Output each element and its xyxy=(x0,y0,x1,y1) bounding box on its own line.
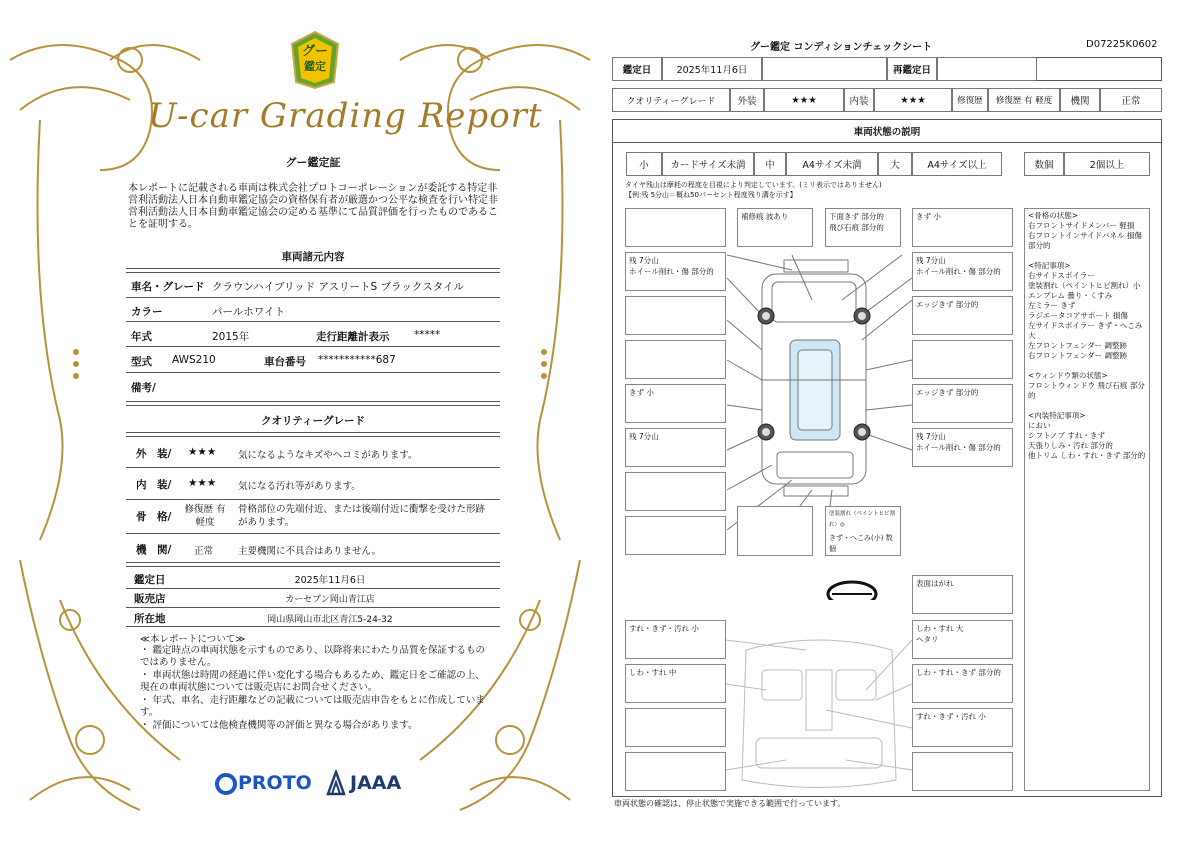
empty-cell xyxy=(762,57,887,81)
count-value: 2個以上 xyxy=(1064,152,1150,176)
note-box xyxy=(625,296,726,335)
size-mid: 中 xyxy=(754,152,786,176)
note-right-rear-door: エッジきず 部分的 xyxy=(912,384,1013,423)
empty-cell xyxy=(937,57,1037,81)
about-item: ・ 年式、車名、走行距離などの記載については販売店申告をもとに作成しています。 xyxy=(140,695,485,718)
divider xyxy=(126,297,500,298)
divider xyxy=(126,401,500,406)
about-heading: ≪本レポートについて≫ xyxy=(140,634,246,645)
note-front-left: 補修痕 波あり xyxy=(737,208,813,247)
year-value: 2015年 xyxy=(212,331,250,343)
footer-note: 車両状態の確認は、停止状態で実施できる範囲で行っています。 xyxy=(614,799,846,808)
appraisal-date-label: 鑑定日 xyxy=(134,574,166,586)
note-box xyxy=(912,752,1013,791)
note-interior-right-1: しわ・すれ 大 ヘタリ xyxy=(912,620,1013,659)
note-left-front-tire: 残 7分山 ホイール削れ・傷 部分的 xyxy=(625,252,726,291)
cert-text: 本レポートに記載される車両は株式会社プロトコーポレーションが委託する特定非営利活動法人日本自動車鑑定協会の資格保有者が厳選かつ公平な検査を行い特定非営利活動法人日本自動車鑑定協会の定める基準にて品質評価を行ったものであることを証明する。 xyxy=(128,183,498,230)
note-box xyxy=(625,516,726,555)
about-item: ・ 車両状態は時間の経過に伴い変化する場合もあるため、鑑定日をご確認の上、現在の車両状態については販売店にお問合せください。 xyxy=(140,670,485,693)
divider xyxy=(126,346,500,347)
report-title: U-car Grading Report xyxy=(148,96,543,136)
mileage-value: ***** xyxy=(414,329,441,341)
engine-grade-desc: 主要機関に不具合はありません。 xyxy=(238,546,382,557)
year-label: 年式 xyxy=(131,331,152,343)
interior-grade-desc: 気になる汚れ等があります。 xyxy=(238,481,361,492)
note-legend xyxy=(825,506,901,556)
proto-logo-icon xyxy=(215,773,237,795)
redate-label: 再鑑定日 xyxy=(887,57,937,81)
size-large: 大 xyxy=(878,152,912,176)
note-interior-left-1: すれ・きず・汚れ 小 xyxy=(625,620,726,659)
note-right-front-door: エッジきず 部分的 xyxy=(912,296,1013,335)
shop-value: カーセブン岡山青江店 xyxy=(285,595,375,605)
divider xyxy=(126,588,500,589)
divider xyxy=(126,467,500,468)
note-right-rear-tire: 残 7分山 ホイール削れ・傷 部分的 xyxy=(912,428,1013,467)
divider xyxy=(126,321,500,322)
tire-note-example: 【例:残 5分山＝概ね50パーセント程度残り溝を示す】 xyxy=(625,191,797,199)
interior-label: 内装 xyxy=(844,88,874,112)
exterior-grade-label: 外 装/ xyxy=(136,448,172,460)
badge-text-bottom: 鑑定 xyxy=(304,60,326,73)
divider xyxy=(126,499,500,500)
address-label: 所在地 xyxy=(134,613,166,625)
legend-title: 塗装割れ（ペイントヒビ割れ）◎ xyxy=(829,511,896,528)
exterior-value: ★★★ xyxy=(764,88,844,112)
count-label: 数個 xyxy=(1024,152,1064,176)
date-value: 2025年11月6日 xyxy=(662,57,762,81)
car-interior-diagram xyxy=(726,630,912,795)
repair-label: 修復歴 xyxy=(952,88,988,112)
engine-grade-value: 正常 xyxy=(194,546,214,557)
chassis-label: 車台番号 xyxy=(264,356,306,368)
shop-label: 販売店 xyxy=(134,593,166,605)
quality-label: クオリティーグレード xyxy=(612,88,730,112)
about-item: ・ 評価については他検査機関等の評価と異なる場合があります。 xyxy=(140,720,418,731)
address-value: 岡山県岡山市北区青江5-24-32 xyxy=(267,615,393,625)
size-mid-desc: A4サイズ未満 xyxy=(786,152,878,176)
color-value: パールホワイト xyxy=(212,306,285,318)
note-front-center: 下面きず 部分的 飛び石痕 部分的 xyxy=(825,208,901,247)
cert-heading: グー鑑定証 xyxy=(285,156,341,169)
note-steering: 表面はがれ xyxy=(912,575,1013,614)
note-interior-left-2: しわ・すれ 中 xyxy=(625,664,726,703)
divider xyxy=(126,562,500,567)
note-box xyxy=(625,752,726,791)
chassis-value: ***********687 xyxy=(318,354,396,366)
exterior-label: 外装 xyxy=(730,88,764,112)
divider xyxy=(126,432,500,437)
color-label: カラー xyxy=(131,306,163,318)
legend-item: きず・へこみ(小) 数個 xyxy=(829,534,893,553)
state-heading: 車両状態の説明 xyxy=(612,119,1162,143)
car-name-value: クラウンハイブリッド アスリートS ブラックスタイル xyxy=(212,281,465,293)
badge-text-top: グー xyxy=(301,44,328,59)
repair-value: 修復歴 有 軽度 xyxy=(988,88,1060,112)
model-value: AWS210 xyxy=(172,354,216,366)
divider xyxy=(126,626,500,627)
engine-grade-label: 機 関/ xyxy=(136,544,172,556)
engine-value: 正常 xyxy=(1100,88,1162,112)
sheet-title: グー鑑定 コンディションチェックシート xyxy=(750,42,933,53)
date-label: 鑑定日 xyxy=(612,57,662,81)
appraisal-date-value: 2025年11月6日 xyxy=(294,575,366,586)
size-small-desc: カードサイズ未満 xyxy=(662,152,754,176)
note-box xyxy=(912,340,1013,379)
steering-wheel-icon xyxy=(828,582,876,600)
model-label: 型式 xyxy=(131,356,152,368)
exterior-grade-stars: ★★★ xyxy=(188,446,217,458)
size-small: 小 xyxy=(626,152,662,176)
mileage-label: 走行距離計表示 xyxy=(316,331,390,343)
quality-heading: クオリティーグレード xyxy=(261,415,365,427)
divider xyxy=(126,372,500,373)
note-box xyxy=(737,506,813,556)
spec-heading: 車両諸元内容 xyxy=(281,251,345,263)
note-interior-right-2: しわ・すれ・きず 部分的 xyxy=(912,664,1013,703)
frame-grade-label: 骨 格/ xyxy=(136,511,172,523)
size-large-desc: A4サイズ以上 xyxy=(912,152,1002,176)
note-box xyxy=(625,340,726,379)
note-left-rear-door: きず 小 xyxy=(625,384,726,423)
jaaa-logo-icon xyxy=(326,770,346,796)
note-front-right: きず 小 xyxy=(912,208,1013,247)
note-interior-right-3: すれ・きず・汚れ 小 xyxy=(912,708,1013,747)
sheet-id: D07225K0602 xyxy=(1086,39,1158,50)
frame-grade-value: 修復歴 有 軽度 xyxy=(184,504,226,528)
about-item: ・ 鑑定時点の車両状態を示すものであり、以降将来にわたり品質を保証するものではありません。 xyxy=(140,645,486,668)
note-right-front-tire: 残 7分山 ホイール削れ・傷 部分的 xyxy=(912,252,1013,291)
jaaa-logo-text: JAAA xyxy=(350,772,402,794)
interior-value: ★★★ xyxy=(874,88,952,112)
exterior-grade-desc: 気になるようなキズやヘコミがあります。 xyxy=(238,450,418,461)
engine-label: 機関 xyxy=(1060,88,1100,112)
divider xyxy=(126,533,500,534)
note-box xyxy=(625,472,726,511)
note-box xyxy=(625,208,726,247)
note-left-rear-tire: 残 7分山 xyxy=(625,428,726,467)
interior-grade-stars: ★★★ xyxy=(188,477,217,489)
note-box xyxy=(625,708,726,747)
interior-grade-label: 内 装/ xyxy=(136,479,172,491)
car-name-label: 車名・グレード xyxy=(131,281,205,293)
remarks-label: 備考/ xyxy=(131,382,156,394)
frame-grade-desc: 骨格部位の先端付近、または後端付近に衝撃を受けた形跡があります。 xyxy=(238,504,486,528)
proto-logo-text: PROTO xyxy=(238,772,312,794)
divider xyxy=(126,607,500,608)
side-notes: <骨格の状態> 右フロントサイドメンバー 軽損 右フロントインサイドパネル 損傷 部分的 <特記事項> 右サイドスポイラー 塗装割れ（ペイントヒビ割れ）小 エンブレム 曇り・くすみ 左ミラー きず ラジエータコアサポート 損傷 左サイドスポイラー きず・へこみ 大 左フロントフェンダー 調整跡 右フロントフェンダー 調整跡 <ウィンドウ類の状態> フロントウィンドウ 飛び石痕 部分的 <内装特記事項> におい シフトノブ すれ・きず 天張りしみ・汚れ 部分的 他トリム しわ・すれ・きず 部分的 xyxy=(1024,208,1150,791)
divider xyxy=(126,268,500,273)
tire-note: タイヤ残山は摩耗の程度を目視により判定しています。(ミリ表示ではありません) xyxy=(625,181,882,189)
